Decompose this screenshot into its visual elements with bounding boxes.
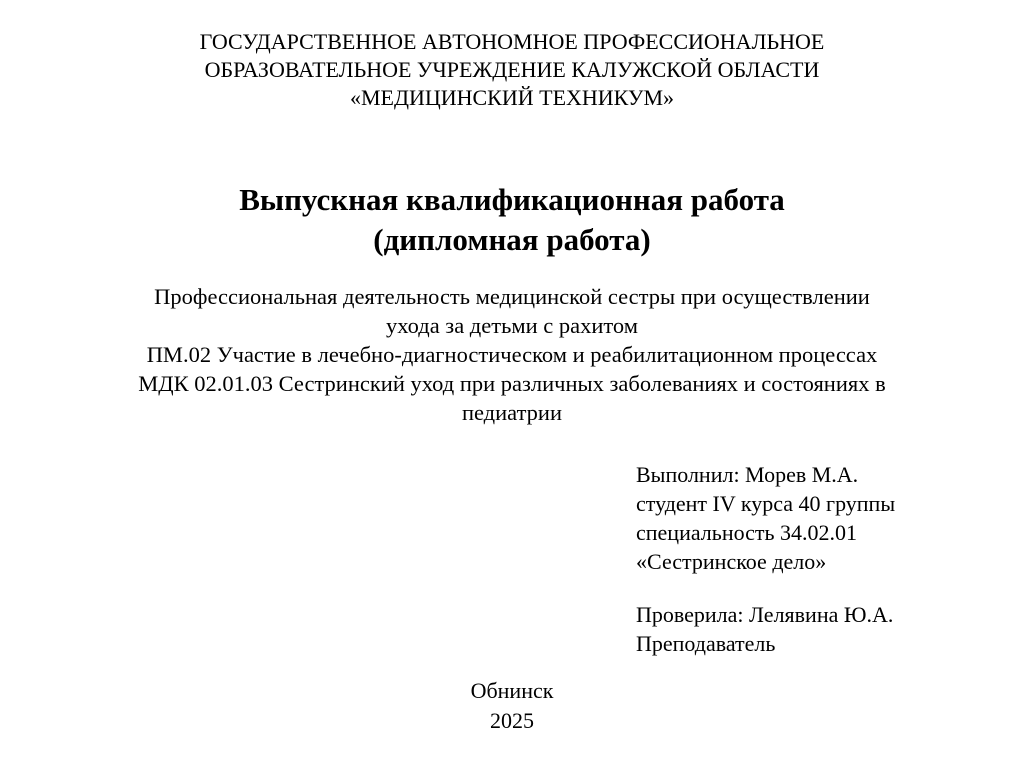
institution-line-2: ОБРАЗОВАТЕЛЬНОЕ УЧРЕЖДЕНИЕ КАЛУЖСКОЙ ОБЛАСТИ [204,57,820,82]
reviewer-line-2: Преподаватель [636,631,776,656]
institution-line-3: «МЕДИЦИНСКИЙ ТЕХНИКУМ» [349,85,675,110]
title-line-1: Выпускная квалификационная работа [239,182,785,217]
thesis-details [0,282,1024,427]
footer-city: Обнинск [470,678,554,703]
institution-line-1: ГОСУДАРСТВЕННОЕ АВТОНОМНОЕ ПРОФЕССИОНАЛЬНОЕ [199,29,825,54]
footer [0,676,1024,736]
document-title [0,180,1024,260]
reviewer-block [636,600,893,658]
institution-header [0,28,1024,112]
author-line-4: «Сестринское дело» [636,549,827,574]
footer-year: 2025 [490,708,534,733]
author-line-1: Выполнил: Морев М.А. [636,462,859,487]
topic-line-1: Профессиональная деятельность медицинской сестры при осуществлении [154,284,870,309]
title-line-2: (дипломная работа) [373,222,651,257]
author-line-2: студент IV курса 40 группы [636,491,896,516]
reviewer-line-1: Проверила: Лелявина Ю.А. [636,602,894,627]
topic-line-2: ухода за детьми с рахитом [386,313,638,338]
course-line-1: МДК 02.01.03 Сестринский уход при различных заболеваниях и состояниях в [138,371,886,396]
module-line: ПМ.02 Участие в лечебно-диагностическом и реабилитационном процессах [146,342,878,367]
course-line-2: педиатрии [461,400,563,425]
author-line-3: специальность 34.02.01 [636,520,858,545]
author-block [636,460,895,576]
